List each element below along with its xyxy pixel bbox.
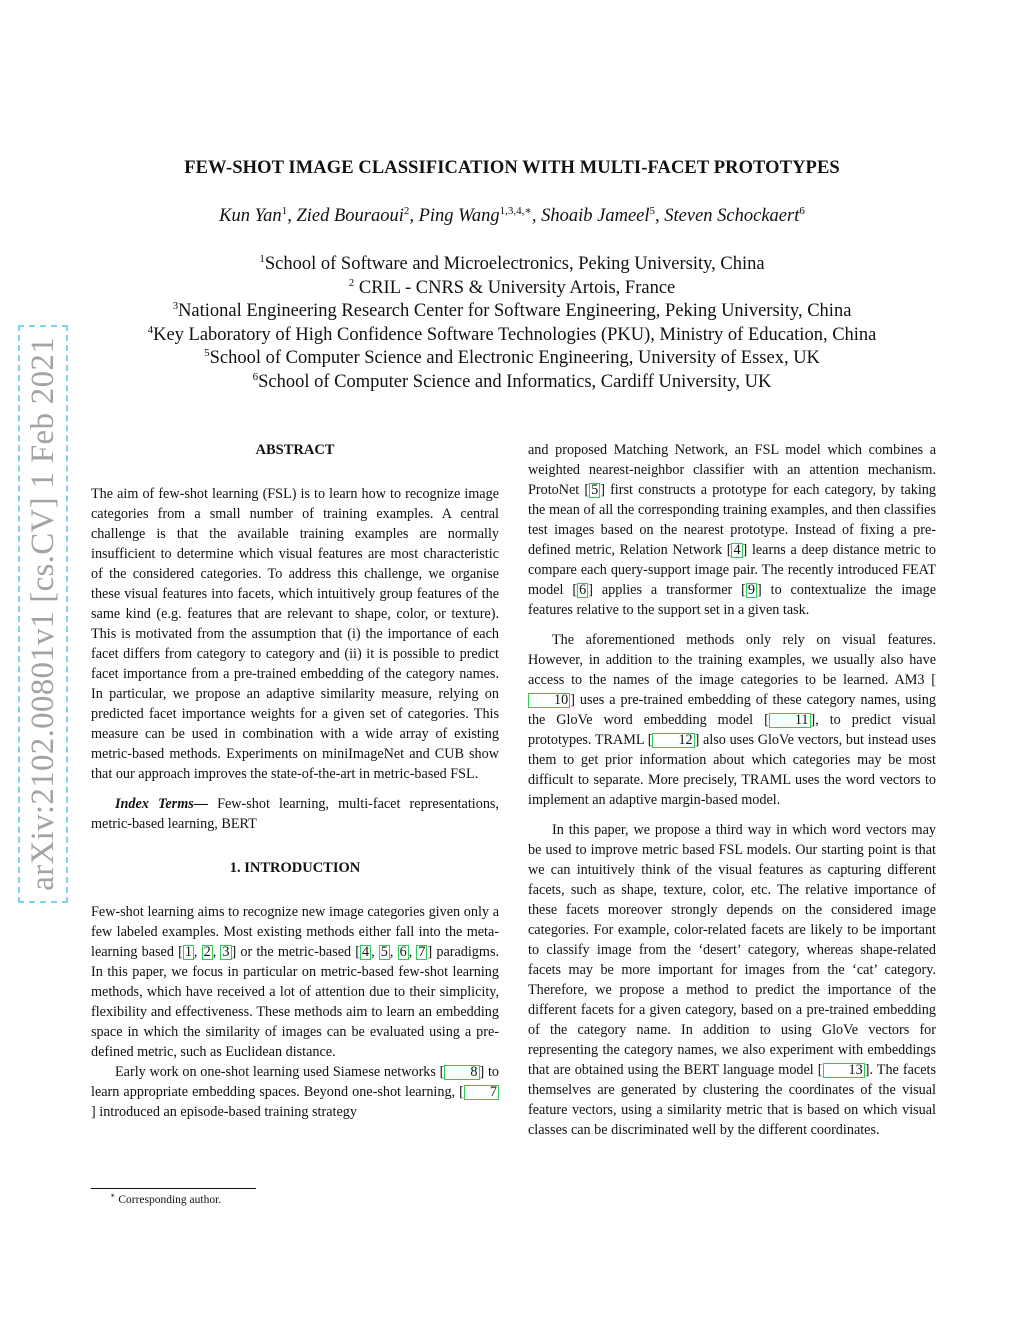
author-sup: 5 — [649, 204, 656, 217]
affiliation-sup: 6 — [252, 370, 259, 383]
text-run: , — [212, 944, 221, 960]
arxiv-stamp — [18, 325, 68, 903]
index-terms-label: Index Terms— — [115, 796, 208, 812]
citation-link[interactable]: 13 — [823, 1063, 865, 1078]
citation-link[interactable]: 11 — [769, 713, 811, 728]
footnote-sup: ∗ — [110, 1191, 116, 1201]
paper-title: FEW-SHOT IMAGE CLASSIFICATION WITH MULTI-FACET PROTOTYPES — [184, 158, 840, 178]
text-run: Early work on one-shot learning used Siamese networks [ — [115, 1064, 445, 1080]
citation-link[interactable]: 12 — [652, 733, 694, 748]
citation-link[interactable]: 8 — [444, 1065, 479, 1080]
citation-link[interactable]: 3 — [222, 944, 230, 960]
affiliation-sup: 4 — [147, 323, 154, 336]
text-run: , — [389, 944, 398, 960]
text-run: ], to predict visual prototypes. TRAML [ — [528, 712, 936, 748]
affiliation — [0, 371, 1024, 395]
affiliation — [0, 253, 1024, 277]
text-run: , — [193, 944, 202, 960]
text-run: ] to learn appropriate embedding spaces. Beyond one-shot learning, [ — [91, 1064, 500, 1100]
citation-link[interactable]: 5 — [380, 944, 388, 960]
text-run: ] also uses GloVe vectors, but instead uses them to get prior information about which categories may be most difficult to separate. More precisely, TRAML uses the word vectors to implement an adaptive margin-based model. — [528, 732, 937, 808]
citation-link[interactable]: 10 — [528, 693, 570, 708]
citation-link[interactable]: 7 — [464, 1085, 499, 1100]
author: Steven Schockaert — [664, 206, 800, 226]
citation-link[interactable]: 7 — [418, 944, 426, 960]
affiliation-text: School of Computer Science and Electronic Engineering, University of Essex, UK — [209, 348, 820, 368]
text-run: and proposed Matching Network, an FSL model which combines a weighted nearest-neighbor classifier with an attention mechanism. ProtoNet [ — [528, 442, 936, 498]
right-paragraph-1 — [528, 440, 936, 620]
citation-link[interactable]: 1 — [184, 944, 192, 960]
index-terms-text: Few-shot learning, multi-facet representations, metric-based learning, BERT — [91, 796, 499, 832]
affiliation-sup: 1 — [259, 252, 265, 265]
affiliation-sup: 5 — [204, 346, 210, 359]
author-list: Kun Yan$^1$, Zied Bouraoui$^2$, Ping Wang$^{1,3,4,∗}$, Shoaib Jameel$^5$, Steven Schockaert$^6$ — [219, 204, 805, 226]
text-run: The aforementioned methods only rely on visual features. However, in addition to the training examples, we usually also have access to the names of the image categories to be learned. AM3 [ — [528, 632, 936, 688]
abstract-text: The aim of few-shot learning (FSL) is to learn how to recognize image categories from a small number of training examples. A central challenge is that the available training examples are normally insufficient to determine which visual features are most characteristic of the considered categories. To address this challenge, we organise these visual features into facets, which intuitively group features of the same kind (e.g. features that are relevant to shape, color, or texture). This is motivated from the assumption that (i) the importance of each facet differs from category to category and (ii) it is possible to predict facet importance from a pre-trained embedding of the category names. In particular, we propose an adaptive similarity measure, relying on predicted facet importance weights for a given set of categories. This measure can be used in combination with a wide array of existing metric-based methods. Experiments on miniImageNet and CUB show that our approach improves the state-of-the-art in metric-based FSL. — [91, 486, 499, 782]
author: Ping Wang — [418, 206, 500, 226]
arxiv-id: arXiv:2102.00801v1 [cs.CV] 1 Feb 2021 — [24, 337, 61, 891]
footnote-text: Corresponding author. — [115, 1194, 222, 1206]
author-sup: 6 — [799, 204, 805, 217]
intro-paragraph-1 — [91, 902, 499, 1062]
affiliation — [0, 277, 1024, 301]
affiliation — [0, 324, 1024, 348]
text-run: ] to contextualize the image features relative to the support set in a given task. — [528, 582, 936, 618]
citation-link[interactable]: 9 — [747, 582, 755, 598]
text-run: ] or the metric-based [ — [231, 944, 360, 960]
affiliation — [0, 300, 1024, 324]
affiliation-text: Key Laboratory of High Confidence Software Technologies (PKU), Ministry of Education, China — [153, 324, 877, 345]
footnote — [110, 1191, 222, 1206]
text-run: ]. The facets themselves are generated by clustering the coordinates of the visual feature vectors, using a similarity metric that is based on which visual classes can be discriminated well by the different coordinates. — [528, 1062, 936, 1138]
left-column — [91, 440, 499, 1122]
affiliation-list — [0, 253, 1024, 394]
abstract-heading: ABSTRACT — [255, 442, 335, 458]
right-paragraph-2 — [528, 630, 936, 810]
author: Zied Bouraoui — [296, 206, 404, 226]
citation-link[interactable]: 4 — [362, 944, 370, 960]
affiliation-text: School of Computer Science and Informatics, Cardiff University, UK — [258, 371, 772, 392]
citation-link[interactable]: 2 — [203, 944, 211, 960]
text-run: ] uses a pre-trained embedding of these category names, using the GloVe word embedding model [ — [528, 692, 936, 728]
index-terms — [91, 794, 499, 834]
affiliation-sup: 2 — [348, 276, 355, 289]
text-run: In this paper, we propose a third way in which word vectors may be used to improve metric based FSL models. Our starting point is that we can intuitively think of the visual features as capturing different facets, such as shape, texture, color, etc. The relative importance of these facets moreover strongly depends on the considered image categories. For example, color-related facets are likely to be important to classify image from the ‘desert’ category, whereas shape-related facets may be more important for images from the ‘cat’ category. Therefore, we propose a method to predict the importance of the different facets for a given category, based on a pre-trained embedding of the category name. In addition to using GloVe vectors for representing the category names, we also experiment with embeddings that are obtained using the BERT language model [ — [528, 822, 936, 1078]
text-run: ] first constructs a prototype for each category, by taking the mean of all the corresponding training examples, and then classifies test images based on the nearest prototype. Instead of fixing a pre-defined metric, Relation Network [ — [528, 482, 936, 558]
affiliation-text: School of Software and Microelectronics, Peking University, China — [264, 254, 765, 274]
text-run: , — [408, 944, 417, 960]
affiliation-sup: 3 — [172, 299, 179, 312]
citation-link[interactable]: 6 — [399, 944, 407, 960]
affiliation-text: CRIL - CNRS & University Artois, France — [354, 277, 676, 298]
author-sup: 1,3,4,∗ — [499, 204, 532, 217]
affiliation — [0, 347, 1024, 371]
footnote-rule — [91, 1188, 256, 1189]
text-run: ] learns a deep distance metric to compare each query-support image pair. The recently introduced FEAT model [ — [528, 542, 937, 598]
citation-link[interactable]: 5 — [591, 482, 599, 498]
right-paragraph-3 — [528, 820, 936, 1140]
author-sup: 1 — [281, 204, 288, 217]
author: Kun Yan — [219, 206, 282, 226]
text-run: ] paradigms. In this paper, we focus in particular on metric-based few-shot learning methods, which have received a lot of attention due to their simplicity, flexibility and effectiveness. These methods aim to learn an embedding space in which the similarity of images can be evaluated using a pre-defined metric, such as Euclidean distance. — [91, 944, 500, 1060]
right-column — [528, 440, 936, 1140]
author-sup: 2 — [403, 204, 410, 217]
intro-paragraph-2 — [91, 1062, 499, 1122]
text-run: , — [371, 944, 379, 960]
citation-link[interactable]: 6 — [579, 582, 587, 598]
text-run: ] applies a transformer [ — [588, 582, 746, 598]
intro-heading: 1. INTRODUCTION — [229, 860, 361, 876]
affiliation-text: National Engineering Research Center for Software Engineering, Peking University, China — [178, 301, 852, 321]
author: Shoaib Jameel — [541, 206, 650, 226]
text-run: Few-shot learning aims to recognize new image categories given only a few labeled examples. Most existing methods either fall into the meta-learning based [ — [91, 904, 499, 960]
citation-link[interactable]: 4 — [733, 542, 741, 558]
text-run: ] introduced an episode-based training strategy — [91, 1104, 357, 1120]
